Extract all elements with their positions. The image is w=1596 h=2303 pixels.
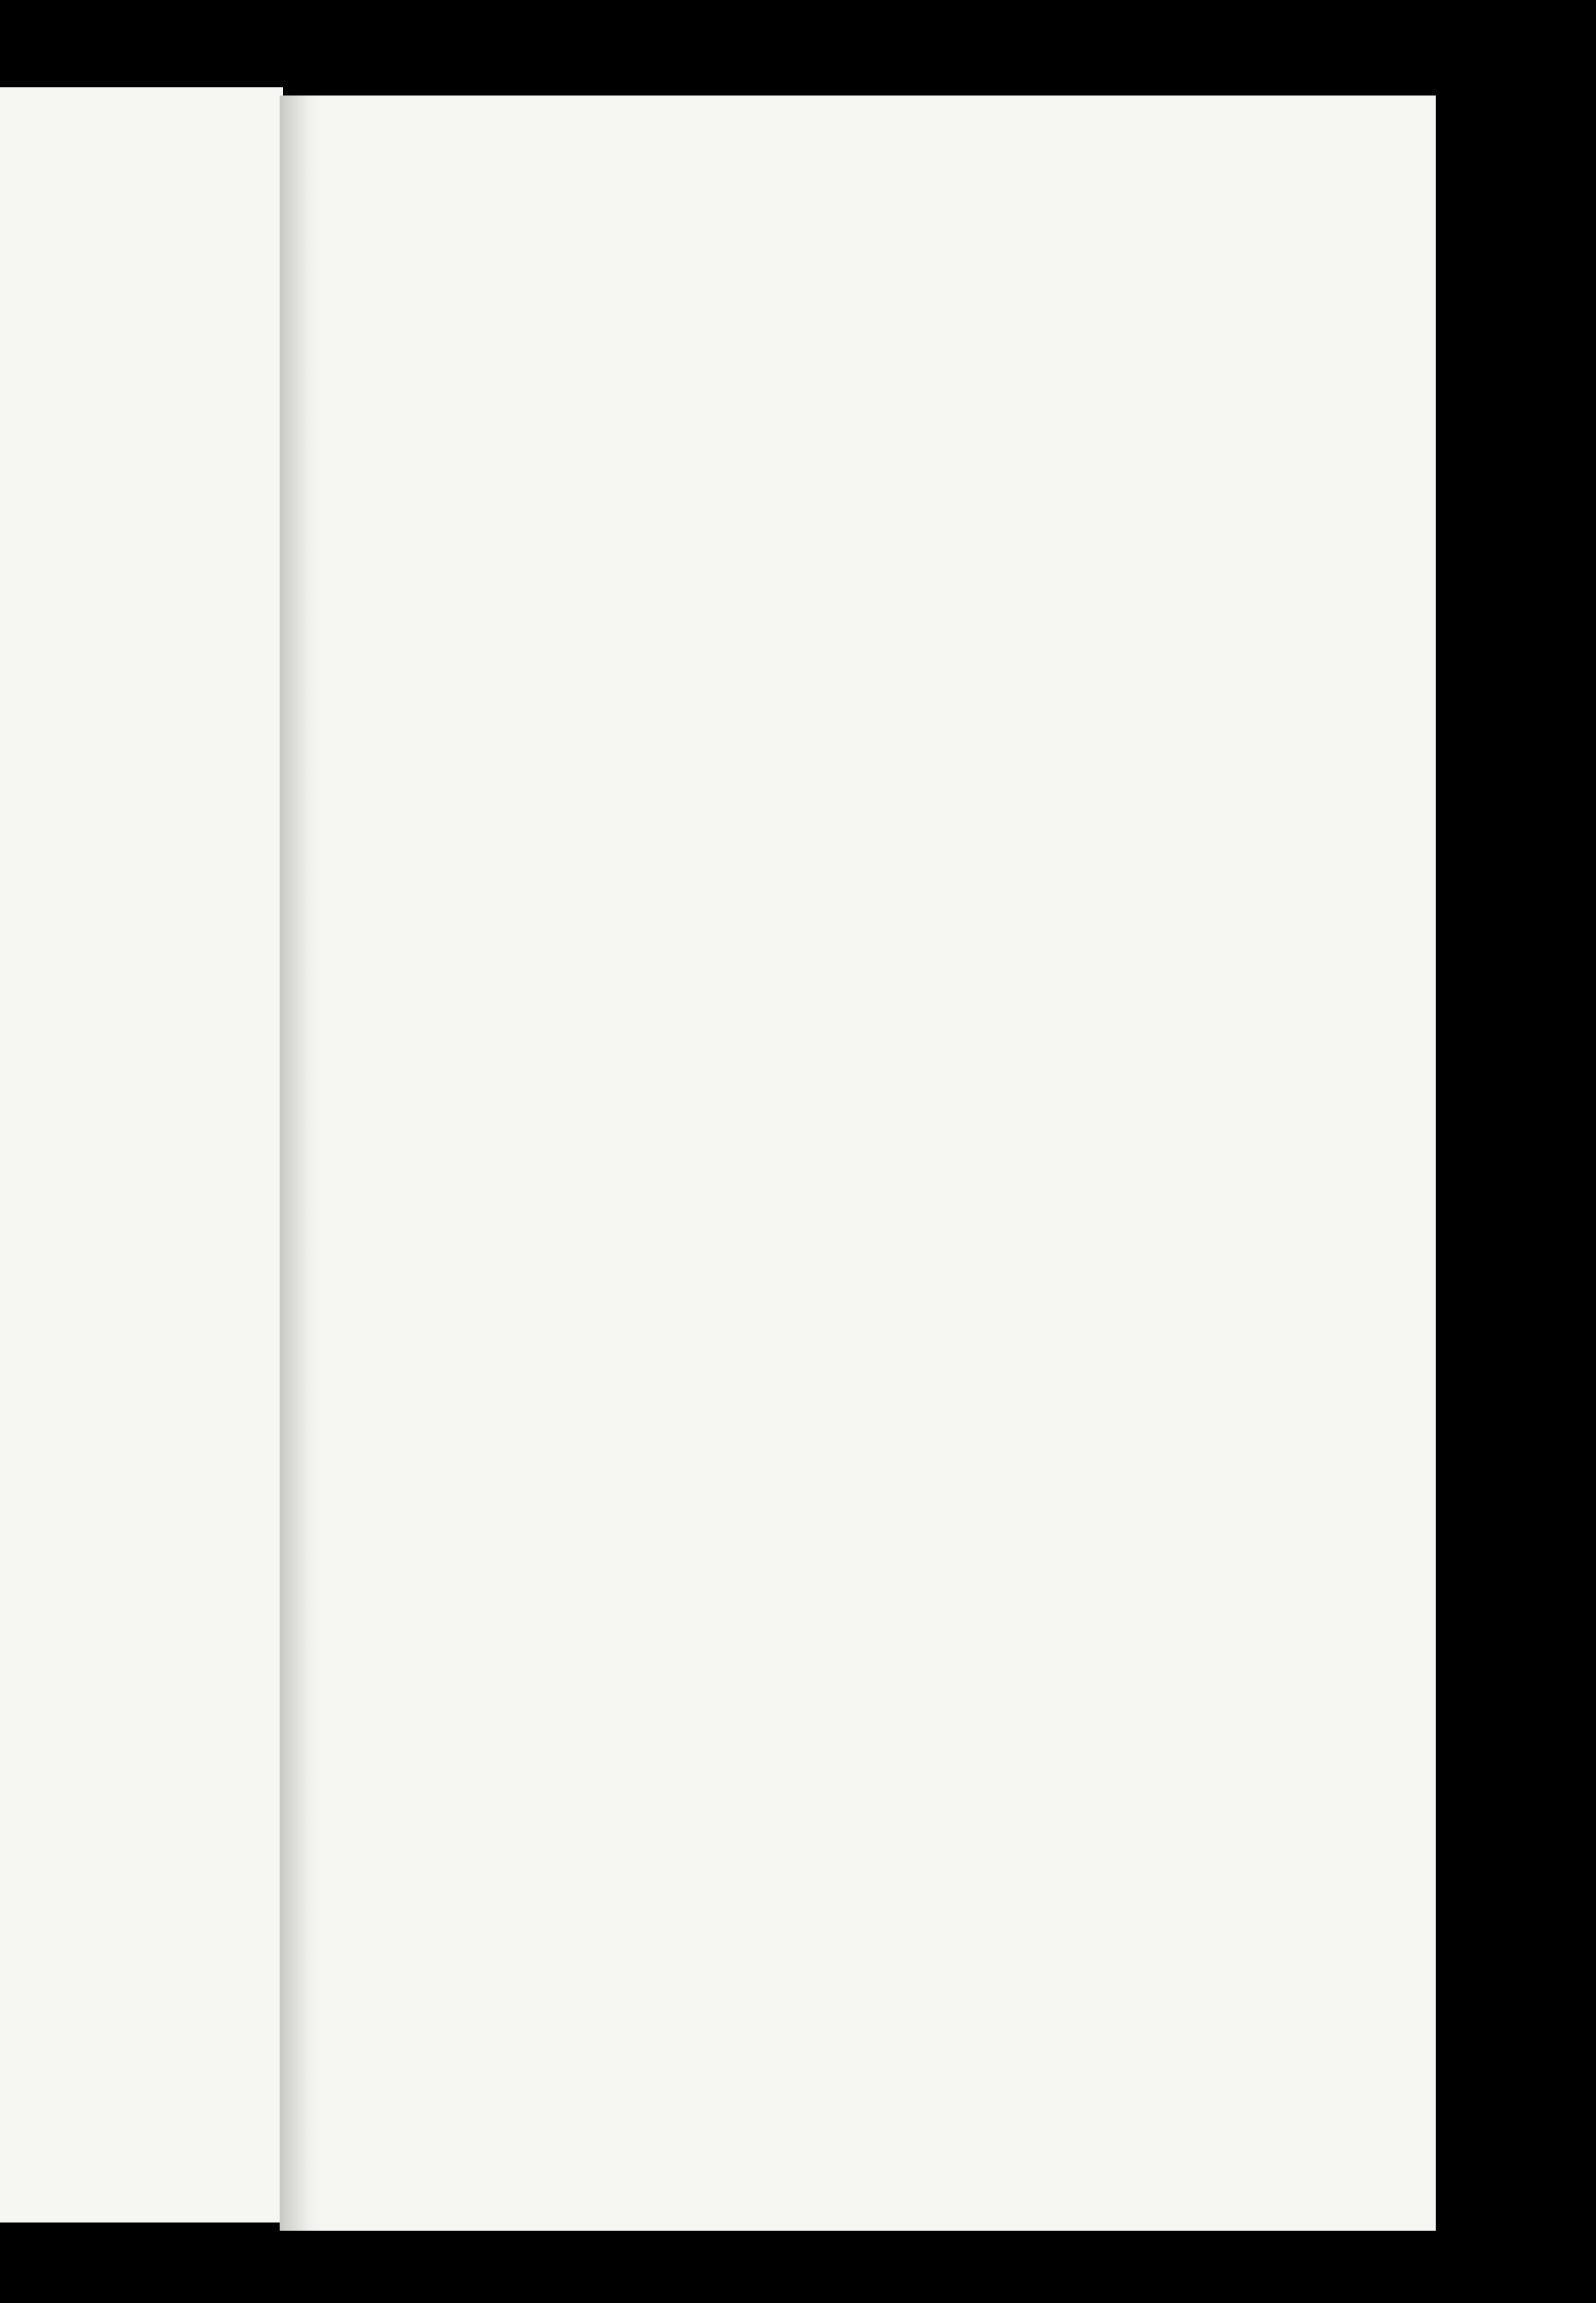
right-page	[283, 96, 1436, 2231]
binding-shadow	[280, 96, 321, 2231]
left-page	[0, 87, 283, 2223]
